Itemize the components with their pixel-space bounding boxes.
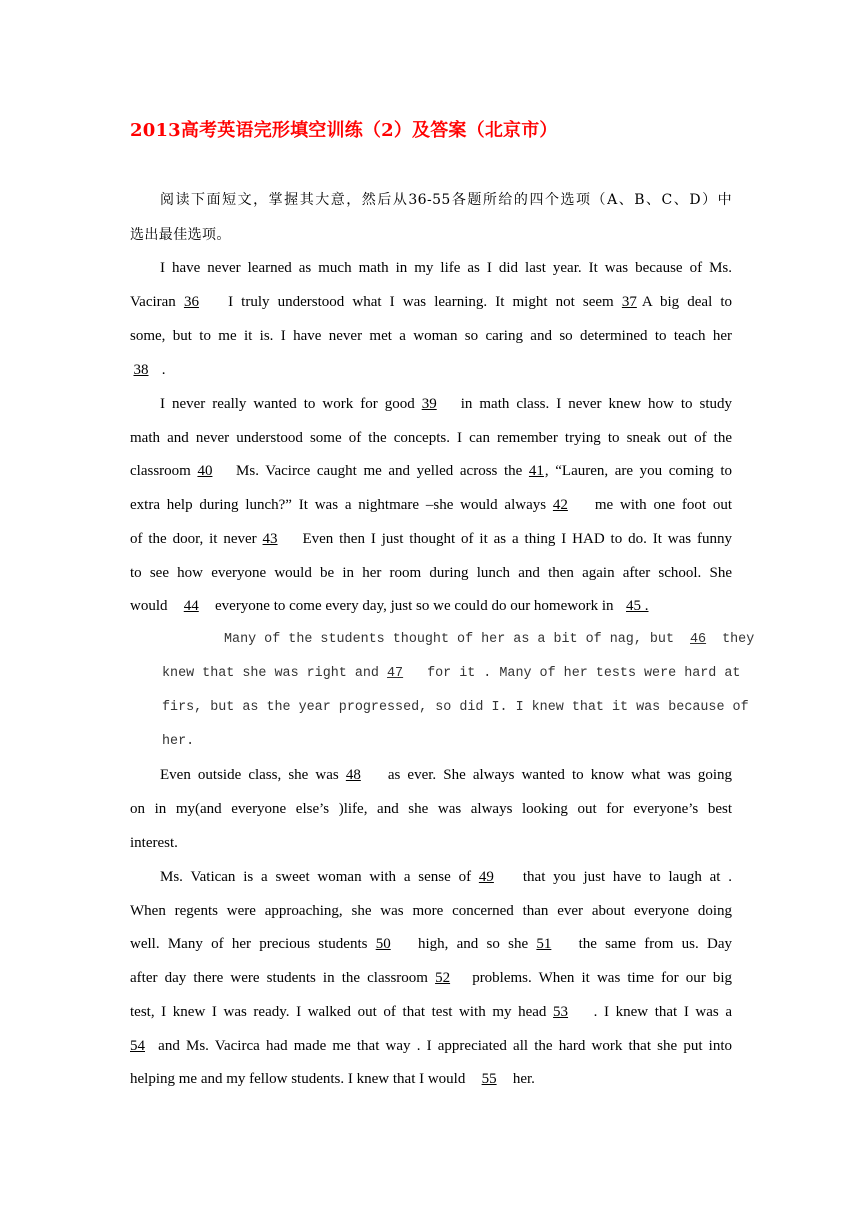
p5-text: . I knew that I was a (593, 1004, 733, 1020)
p4-line-1 (160, 765, 732, 785)
p2-text: in math class. I never knew how to study (460, 396, 733, 412)
p2-text: me with one foot out (594, 497, 733, 513)
p2-text: , “Lauren, are you coming to (544, 463, 733, 479)
p1-line-4 (130, 360, 732, 380)
p1-text: Vaciran (130, 294, 176, 310)
blank-54: 54 (130, 1038, 145, 1054)
blank-52: 52 (435, 970, 451, 986)
p5-text: helping me and my fellow students. I knew that I would (130, 1071, 466, 1087)
p5-text: problems. When it was time for our big (472, 970, 733, 986)
blank-50: 50 (375, 936, 391, 952)
p5-line-7 (130, 1069, 732, 1089)
p1-text: I truly understood what I was learning. It might not seem (228, 294, 614, 310)
p3-line-1 (224, 630, 755, 650)
p3-text: they (722, 632, 755, 647)
p3-line-2 (162, 664, 741, 684)
p2-text: Ms. Vacirce caught me and yelled across the (236, 463, 523, 479)
p5-line-2: When regents were approaching, she was more concerned than ever about everyone doing (130, 903, 732, 919)
p2-line-6: to see how everyone would be in her room during lunch and then again after school. She (130, 565, 732, 581)
p1-text: A big deal to (641, 294, 733, 310)
p4-line-3: interest. (130, 835, 178, 851)
blank-42: 42 (552, 497, 568, 513)
p5-line-5 (130, 1002, 732, 1022)
p1-text: . (161, 362, 166, 378)
instructions-line-1: 阅读下面短文，掌握其大意，然后从36-55各题所给的四个选项（A、B、C、D）中 (160, 192, 732, 208)
p4-text: as ever. She always wanted to know what was going (387, 767, 732, 783)
p5-text: Ms. Vatican is a sweet woman with a sense of (160, 869, 472, 885)
p2-line-7 (130, 596, 732, 616)
p2-text: classroom (130, 463, 191, 479)
blank-45: 45 . (626, 598, 649, 614)
p3-line-3: firs, but as the year progressed, so did I. I knew that it was because of (162, 700, 749, 715)
blank-53: 53 (553, 1004, 569, 1020)
blank-37: 37 (621, 294, 637, 310)
p2-text: would (130, 598, 168, 614)
p3-line-4: her. (162, 734, 195, 749)
p2-text: Even then I just thought of it as a thing I HAD to do. It was funny (302, 531, 732, 547)
p5-line-1 (160, 867, 732, 887)
p5-text: after day there were students in the classroom (130, 970, 428, 986)
instructions-line-2: 选出最佳选项。 (130, 227, 231, 243)
p2-line-1 (160, 394, 732, 414)
p5-line-3 (130, 934, 732, 954)
p5-text: that you just have to laugh at . (522, 869, 732, 885)
p2-text: everyone to come every day, just so we could do our homework in (215, 598, 614, 614)
p4-line-2: on in my(and everyone else’s )life, and she was always looking out for everyone’s best (130, 801, 732, 817)
p5-line-6 (130, 1036, 732, 1056)
p5-text: and Ms. Vacirca had made me that way . I appreciated all the hard work that she put into (158, 1038, 732, 1054)
p4-text: Even outside class, she was (160, 767, 339, 783)
p1-line-1: I have never learned as much math in my life as I did last year. It was because of Ms. (160, 260, 732, 276)
p3-text: knew that she was right and (162, 666, 379, 681)
p2-line-3 (130, 461, 732, 481)
p1-line-2 (130, 292, 732, 312)
p3-text: for it . Many of her tests were hard at (427, 666, 741, 681)
p5-text: her. (512, 1071, 535, 1087)
p5-text: test, I knew I was ready. I walked out of that test with my head (130, 1004, 547, 1020)
p2-line-4 (130, 495, 732, 515)
blank-49: 49 (478, 869, 494, 885)
p2-text: I never really wanted to work for good (160, 396, 415, 412)
p5-text: the same from us. Day (578, 936, 732, 952)
blank-55: 55 (481, 1071, 497, 1087)
p1-line-3: some, but to me it is. I have never met a woman so caring and so determined to teach her (130, 328, 732, 344)
blank-48: 48 (345, 767, 361, 783)
blank-43: 43 (262, 531, 278, 547)
blank-46: 46 (690, 632, 707, 647)
blank-36: 36 (183, 294, 199, 310)
page-title: 2013高考英语完形填空训练（2）及答案（北京市） (130, 120, 558, 141)
blank-39: 39 (421, 396, 437, 412)
p5-text: high, and so she (417, 936, 529, 952)
p5-text: well. Many of her precious students (130, 936, 368, 952)
blank-44: 44 (183, 598, 199, 614)
p2-line-5 (130, 529, 732, 549)
blank-47: 47 (387, 666, 404, 681)
p5-line-4 (130, 968, 732, 988)
p2-text: extra help during lunch?” It was a nightmare –she would always (130, 497, 547, 513)
blank-51: 51 (536, 936, 552, 952)
p3-text: Many of the students thought of her as a bit of nag, but (224, 632, 674, 647)
blank-40: 40 (197, 463, 213, 479)
p2-line-2: math and never understood some of the concepts. I can remember trying to sneak out of the (130, 430, 732, 446)
blank-41: 41 (528, 463, 544, 479)
blank-38: 38 (133, 362, 149, 378)
p2-text: of the door, it never (130, 531, 257, 547)
